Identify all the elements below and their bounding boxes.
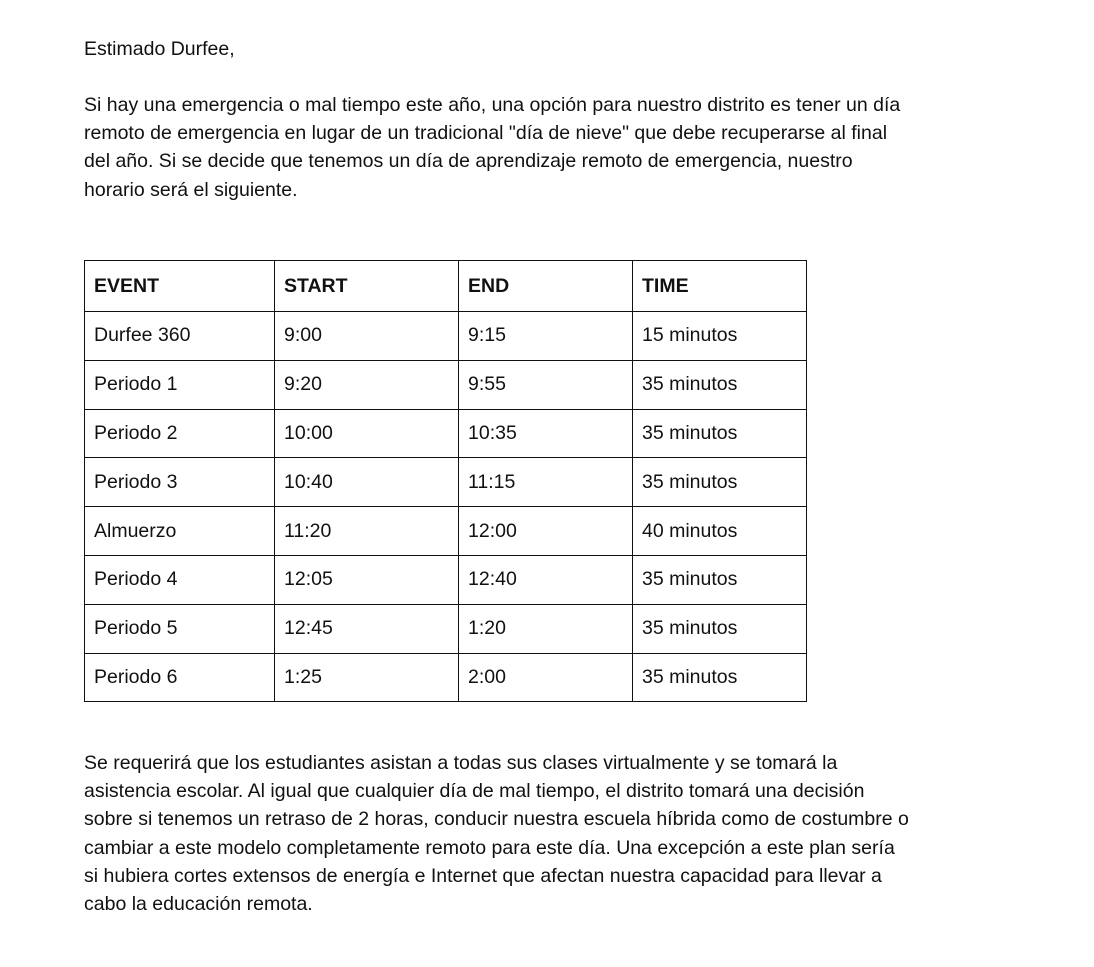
time-cell: 35 minutos	[633, 604, 807, 653]
end-cell: 10:35	[459, 409, 633, 458]
end-cell: 1:20	[459, 604, 633, 653]
time-cell: 35 minutos	[633, 360, 807, 409]
start-cell: 1:25	[275, 653, 459, 702]
start-cell: 10:40	[275, 458, 459, 507]
closing-line: cambiar a este modelo completamente remoto para este día. Una excepción a este plan sería	[84, 836, 895, 859]
closing-line: si hubiera cortes extensos de energía e Internet que afectan nuestra capacidad para llevar a	[84, 864, 882, 887]
intro-paragraph	[84, 91, 900, 204]
greeting-line: Estimado Durfee,	[84, 38, 235, 60]
event-cell: Periodo 5	[85, 604, 275, 653]
event-cell: Durfee 360	[85, 312, 275, 361]
closing-line: asistencia escolar. Al igual que cualquier día de mal tiempo, el distrito tomará una decisión	[84, 780, 865, 803]
table-row	[85, 360, 807, 409]
end-cell: 11:15	[459, 458, 633, 507]
intro-line: del año. Si se decide que tenemos un día de aprendizaje remoto de emergencia, nuestro	[84, 150, 853, 173]
table-header-row	[85, 261, 807, 312]
header-time: TIME	[633, 261, 807, 312]
event-cell: Periodo 2	[85, 409, 275, 458]
intro-line: horario será el siguiente.	[84, 178, 298, 201]
closing-line: Se requerirá que los estudiantes asistan a todas sus clases virtualmente y se tomará la	[84, 752, 838, 774]
greeting	[84, 35, 235, 63]
event-cell: Periodo 1	[85, 360, 275, 409]
table-row	[85, 653, 807, 702]
end-cell: 9:15	[459, 312, 633, 361]
intro-line: remoto de emergencia en lugar de un tradicional "día de nieve" que debe recuperarse al final	[84, 122, 888, 145]
table-row	[85, 458, 807, 507]
time-cell: 35 minutos	[633, 458, 807, 507]
header-start: START	[275, 261, 459, 312]
start-cell: 11:20	[275, 507, 459, 556]
time-cell: 35 minutos	[633, 409, 807, 458]
end-cell: 12:40	[459, 555, 633, 604]
table-row	[85, 604, 807, 653]
time-cell: 40 minutos	[633, 507, 807, 556]
time-cell: 35 minutos	[633, 555, 807, 604]
header-event: EVENT	[85, 261, 275, 312]
start-cell: 10:00	[275, 409, 459, 458]
event-cell: Almuerzo	[85, 507, 275, 556]
time-cell: 35 minutos	[633, 653, 807, 702]
time-cell: 15 minutos	[633, 312, 807, 361]
header-end: END	[459, 261, 633, 312]
closing-line: sobre si tenemos un retraso de 2 horas, conducir nuestra escuela híbrida como de costumbre o	[84, 808, 909, 831]
start-cell: 12:05	[275, 555, 459, 604]
start-cell: 9:20	[275, 360, 459, 409]
end-cell: 12:00	[459, 507, 633, 556]
end-cell: 9:55	[459, 360, 633, 409]
event-cell: Periodo 4	[85, 555, 275, 604]
intro-line: Si hay una emergencia o mal tiempo este año, una opción para nuestro distrito es tener un día	[84, 94, 901, 116]
table-row	[85, 555, 807, 604]
event-cell: Periodo 3	[85, 458, 275, 507]
closing-paragraph	[84, 749, 909, 918]
start-cell: 12:45	[275, 604, 459, 653]
table-row	[85, 409, 807, 458]
event-cell: Periodo 6	[85, 653, 275, 702]
table-row	[85, 507, 807, 556]
table-row	[85, 312, 807, 361]
start-cell: 9:00	[275, 312, 459, 361]
closing-line: cabo la educación remota.	[84, 892, 313, 915]
end-cell: 2:00	[459, 653, 633, 702]
schedule-table	[84, 260, 807, 702]
